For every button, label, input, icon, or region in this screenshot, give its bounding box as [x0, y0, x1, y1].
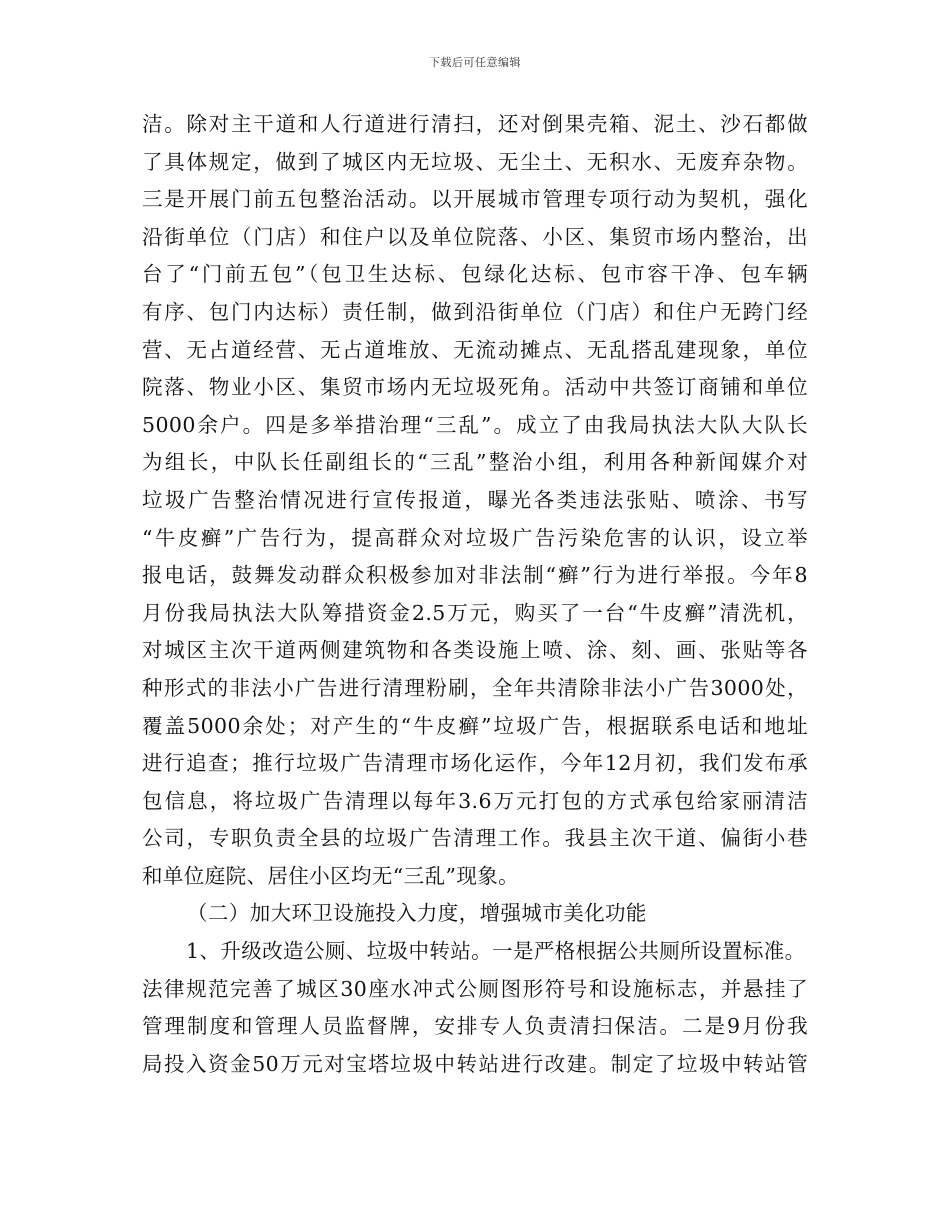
paragraph-line: 进行追查；推行垃圾广告清理市场化运作，今年12月初，我们发布承 — [142, 751, 808, 776]
paragraph-line: 对城区主次干道两侧建筑物和各类设施上喷、涂、刻、画、张贴等各 — [142, 638, 808, 663]
paragraph-line: 法律规范完善了城区30座水冲式公厕图形符号和设施标志，并悬挂了 — [142, 976, 808, 1001]
paragraph-line: 和单位庭院、居住小区均无“三乱”现象。 — [142, 863, 520, 888]
paragraph-line: 公司，专职负责全县的垃圾广告清理工作。我县主次干道、偏街小巷 — [142, 826, 808, 851]
paragraph-line: 有序、包门内达标）责任制，做到沿街单位（门店）和住户无跨门经 — [142, 299, 808, 324]
paragraph-line: 5000余户。四是多举措治理“三乱”。成立了由我局执法大队大队长 — [142, 412, 808, 437]
document-body — [142, 106, 808, 1083]
paragraph-line: 了具体规定，做到了城区内无垃圾、无尘土、无积水、无废弃杂物。 — [142, 149, 808, 174]
paragraph-line: 覆盖5000余处；对产生的“牛皮癣”垃圾广告，根据联系电话和地址 — [142, 713, 808, 738]
paragraph-line: 三是开展门前五包整治活动。以开展城市管理专项行动为契机，强化 — [142, 187, 808, 212]
paragraph-line: 垃圾广告整治情况进行宣传报道，曝光各类违法张贴、喷涂、书写 — [142, 487, 808, 512]
paragraph-line: 管理制度和管理人员监督牌，安排专人负责清扫保洁。二是9月份我 — [142, 1014, 808, 1039]
paragraph-line: 月份我局执法大队筹措资金2.5万元，购买了一台“牛皮癣”清洗机， — [142, 600, 808, 625]
paragraph-line: 营、无占道经营、无占道堆放、无流动摊点、无乱搭乱建现象，单位 — [142, 337, 808, 362]
paragraph-line: 台了“门前五包”（包卫生达标、包绿化达标、包市容干净、包车辆 — [142, 262, 808, 287]
paragraph-line: 院落、物业小区、集贸市场内无垃圾死角。活动中共签订商铺和单位 — [142, 375, 808, 400]
paragraph-line: 沿街单位（门店）和住户以及单位院落、小区、集贸市场内整治，出 — [142, 224, 808, 249]
paragraph-line: 1、升级改造公厕、垃圾中转站。一是严格根据公共厕所设置标准。 — [186, 939, 806, 964]
paragraph-line: 种形式的非法小广告进行清理粉刷，全年共清除非法小广告3000处， — [142, 675, 808, 700]
paragraph-line: 洁。除对主干道和人行道进行清扫，还对倒果壳箱、泥土、沙石都做 — [142, 112, 808, 136]
paragraph-line: 局投入资金50万元对宝塔垃圾中转站进行改建。制定了垃圾中转站管 — [142, 1051, 808, 1076]
paragraph-line: 包信息，将垃圾广告清理以每年3.6万元打包的方式承包给家丽清洁 — [142, 788, 808, 813]
section-heading: （二）加大环卫设施投入力度，增强城市美化功能 — [187, 901, 647, 926]
paragraph-line: 为组长，中队长任副组长的“三乱”整治小组，利用各种新闻媒介对 — [142, 450, 808, 475]
page-header: 下载后可任意编辑 — [429, 56, 521, 69]
paragraph-line: 报电话，鼓舞发动群众积极参加对非法制“癣”行为进行举报。今年8 — [142, 563, 808, 588]
paragraph-line: “牛皮癣”广告行为，提高群众对垃圾广告污染危害的认识，设立举 — [142, 525, 808, 550]
